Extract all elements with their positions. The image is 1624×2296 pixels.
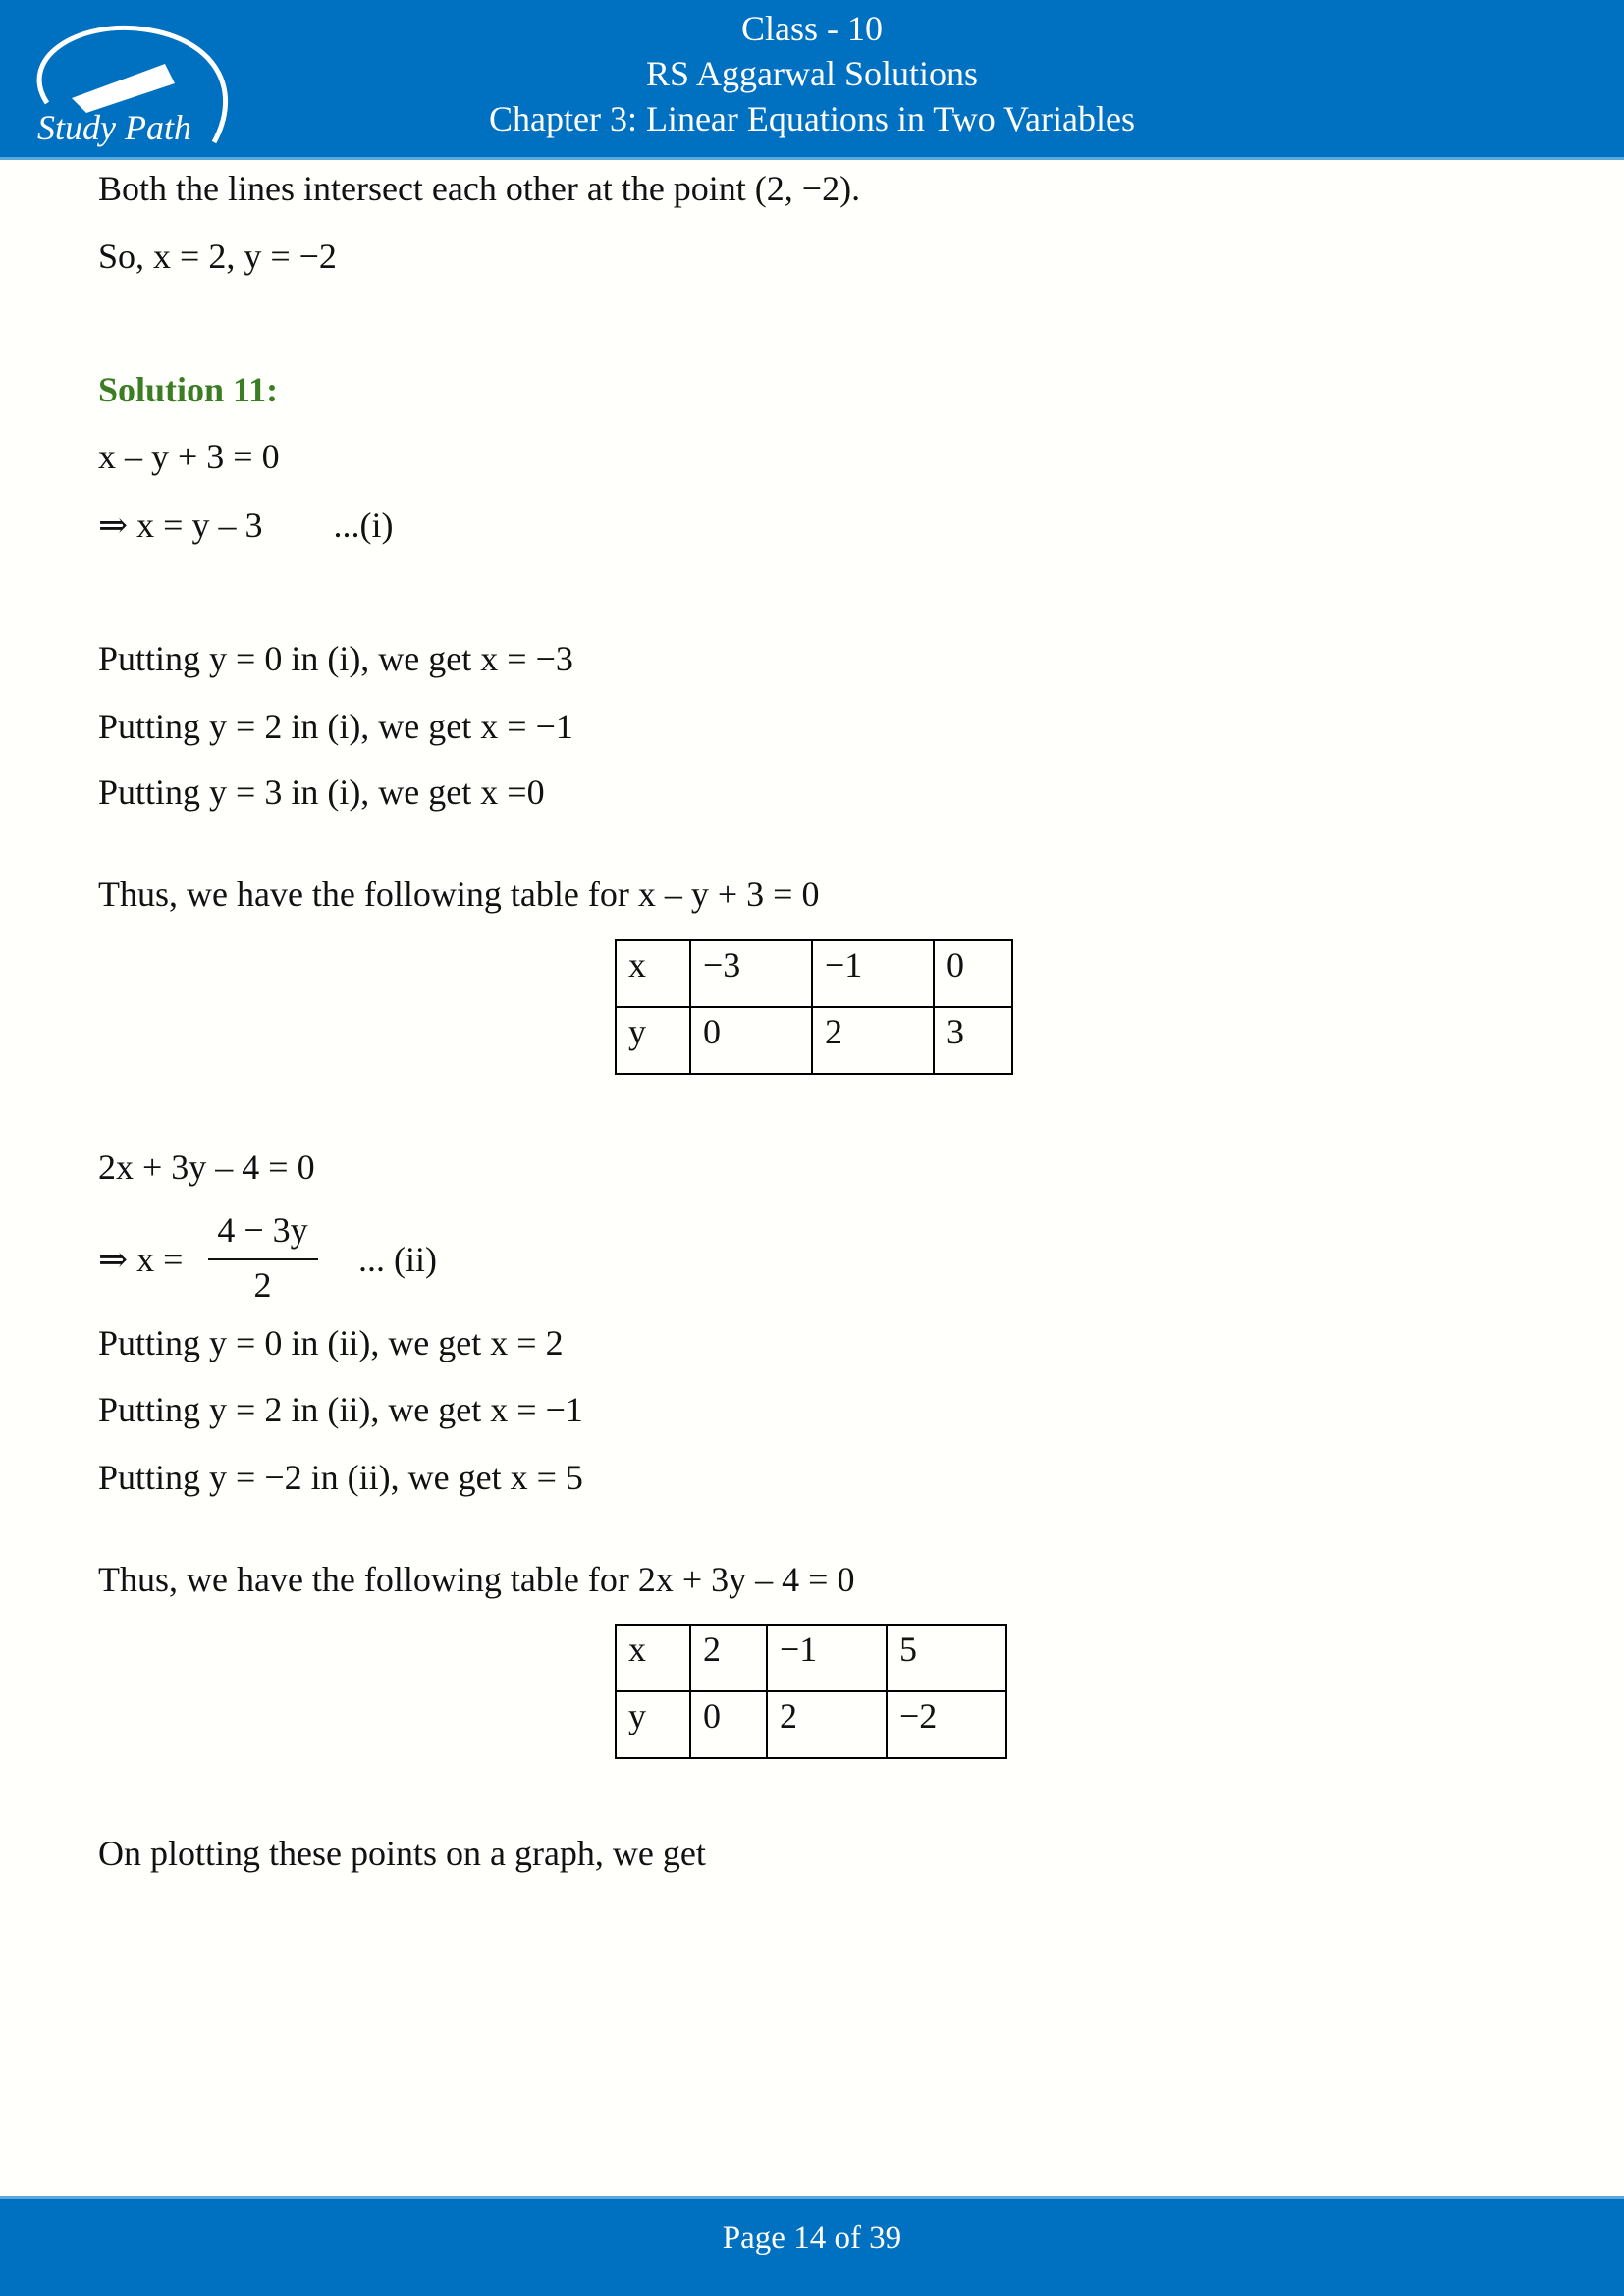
header-chapter: Chapter 3: Linear Equations in Two Variables (488, 99, 1135, 138)
table-cell: 2 (690, 1625, 767, 1691)
text-line: Putting y = −2 in (ii), we get x = 5 (98, 1458, 583, 1497)
text-line: On plotting these points on a graph, we get (98, 1834, 706, 1873)
table-cell: x (616, 940, 690, 1007)
text-line: Putting y = 0 in (ii), we get x = 2 (98, 1323, 564, 1362)
equation-2: 2x + 3y – 4 = 0 (98, 1148, 315, 1187)
text-line: Both the lines intersect each other at the point (2, −2). (98, 169, 861, 208)
table-cell: 0 (690, 1691, 767, 1758)
table-cell: −2 (887, 1691, 1006, 1758)
text-line: So, x = 2, y = −2 (98, 237, 337, 276)
equation-1: x – y + 3 = 0 (98, 437, 280, 476)
equation-2-prefix: ⇒ x = (98, 1240, 184, 1279)
table-2 (615, 1624, 1007, 1759)
header-book: RS Aggarwal Solutions (645, 54, 979, 93)
table-cell: 2 (812, 1007, 934, 1074)
table-cell: −3 (690, 940, 812, 1007)
table-cell: −1 (812, 940, 934, 1007)
table-1 (615, 939, 1013, 1075)
page-number: Page 14 of 39 (722, 2220, 902, 2256)
text-line: Thus, we have the following table for x – y + 3 = 0 (98, 875, 820, 914)
table-cell: y (616, 1007, 690, 1074)
table-cell: −1 (767, 1625, 887, 1691)
text-line: Thus, we have the following table for 2x + 3y – 4 = 0 (98, 1560, 855, 1599)
text-line: Putting y = 3 in (i), we get x =0 (98, 773, 545, 812)
table-cell: 2 (767, 1691, 887, 1758)
table-cell: x (616, 1625, 690, 1691)
table-cell: 5 (887, 1625, 1006, 1691)
fraction-bar (208, 1258, 318, 1260)
fraction-numerator: 4 − 3y (217, 1210, 308, 1250)
table-cell: 0 (690, 1007, 812, 1074)
text-line: Putting y = 2 in (ii), we get x = −1 (98, 1390, 583, 1429)
table-cell: 3 (934, 1007, 1012, 1074)
table-cell: y (616, 1691, 690, 1758)
svg-text:Study Path: Study Path (37, 108, 191, 147)
solution-heading: Solution 11: (98, 370, 279, 409)
fraction-denominator: 2 (253, 1265, 272, 1305)
equation-1-rearranged: ⇒ x = y – 3 ...(i) (98, 506, 394, 545)
text-line: Putting y = 2 in (i), we get x = −1 (98, 707, 573, 746)
table-cell: 0 (934, 940, 1012, 1007)
equation-2-label: ... (ii) (358, 1240, 437, 1279)
text-line: Putting y = 0 in (i), we get x = −3 (98, 639, 573, 678)
header-class: Class - 10 (741, 9, 883, 48)
page-footer (0, 2196, 1624, 2296)
page-header (0, 0, 1624, 160)
